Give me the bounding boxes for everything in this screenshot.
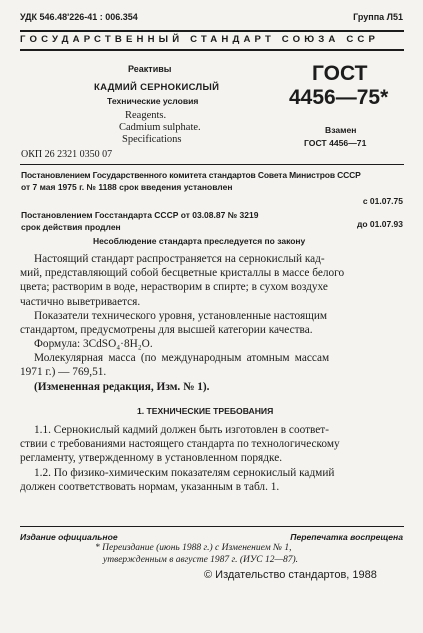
okp-rule	[20, 164, 404, 165]
effective-date: с 01.07.75	[362, 196, 403, 206]
mass-line: 1971 г.) — 769,51.	[20, 366, 107, 379]
gost-number: 4456—75*	[289, 86, 389, 109]
legal-warning: Несоблюдение стандарта преследуется по закону	[93, 236, 306, 246]
official-edition: Издание официальное	[20, 532, 118, 542]
category-label: Реактивы	[128, 64, 172, 74]
decree-line-2: от 7 мая 1975 г. № 1188 срок введения установлен	[21, 182, 233, 192]
quality-paragraph	[20, 309, 404, 337]
section-1-1	[20, 423, 404, 466]
udk-code: УДК 546.48'226-41 : 006.354	[20, 12, 138, 22]
section-1-2-line: должен соответствовать нормам, указанным в табл. 1.	[20, 481, 280, 494]
amendment-note	[20, 366, 404, 394]
reissue-note-1: * Переиздание (июнь 1988 г.) с Изменением № 1,	[95, 543, 292, 553]
quality-line: Показатели технического уровня, установленные настоящим	[34, 310, 328, 322]
section-1-2	[20, 466, 404, 494]
top-rule	[20, 30, 404, 32]
english-name-3: Specifications	[122, 134, 182, 145]
replaces-value: ГОСТ 4456—71	[304, 138, 367, 148]
formula-text: Формула: 3CdSO₄·8H₂O.	[34, 338, 153, 350]
intro-line: Настоящий стандарт распространяется на сернокислый кад-	[34, 253, 325, 265]
decree-line-1: Постановлением Государственного комитета стандартов Совета Министров СССР	[21, 170, 361, 180]
banner-rule	[20, 49, 404, 51]
okp-code: ОКП 26 2321 0350 07	[21, 149, 113, 160]
english-name-1: Reagents.	[125, 110, 167, 121]
intro-line: частично выветривается.	[20, 295, 141, 308]
intro-paragraph	[20, 252, 404, 309]
copyright: © Издательство стандартов, 1988	[204, 569, 377, 581]
group-code: Группа Л51	[353, 12, 403, 22]
decree-line-4: срок действия продлен	[21, 222, 121, 232]
quality-line: стандартом, предусмотрены для высшей категории качества.	[20, 324, 313, 337]
footer-rule	[20, 526, 404, 527]
mass-line: Молекулярная масса (по международным атомным массам	[34, 352, 330, 364]
section-title: 1. ТЕХНИЧЕСКИЕ ТРЕБОВАНИЯ	[137, 406, 274, 416]
decree-line-3: Постановлением Госстандарта СССР от 03.08.87 № 3219	[21, 210, 259, 220]
section-1-1-line: 1.1. Сернокислый кадмий должен быть изготовлен в соответ-	[34, 424, 330, 436]
conditions-label: Технические условия	[107, 96, 199, 106]
state-standard-banner: ГОСУДАРСТВЕННЫЙ СТАНДАРТ СОЮЗА ССР	[20, 34, 380, 45]
section-1-1-line: регламенту, утвержденному в установленном порядке.	[20, 452, 283, 465]
intro-line: мий, представляющий собой бесцветные кристаллы в массе белого	[20, 267, 345, 280]
expiry-date: до 01.07.93	[356, 219, 403, 229]
english-name-2: Cadmium sulphate.	[119, 122, 201, 133]
intro-line: цвета; растворим в воде, нерастворим в спирте; в сухом воздухе	[20, 281, 328, 294]
amendment-text: (Измененная редакция, Изм. № 1).	[34, 381, 210, 393]
reissue-note-2: утвержденным в августе 1987 г. (ИУС 12—87).	[103, 555, 298, 565]
replaces-label: Взамен	[325, 125, 357, 135]
reprint-prohibited: Перепечатка воспрещена	[290, 532, 403, 542]
gost-label: ГОСТ	[312, 62, 368, 85]
section-1-2-line: 1.2. По физико-химическим показателям сернокислый кадмий	[34, 467, 335, 479]
section-1-1-line: ствии с требованиями настоящего стандарта по технологическому	[20, 438, 340, 451]
product-name: КАДМИЙ СЕРНОКИСЛЫЙ	[94, 82, 220, 93]
formula-line	[20, 337, 404, 351]
